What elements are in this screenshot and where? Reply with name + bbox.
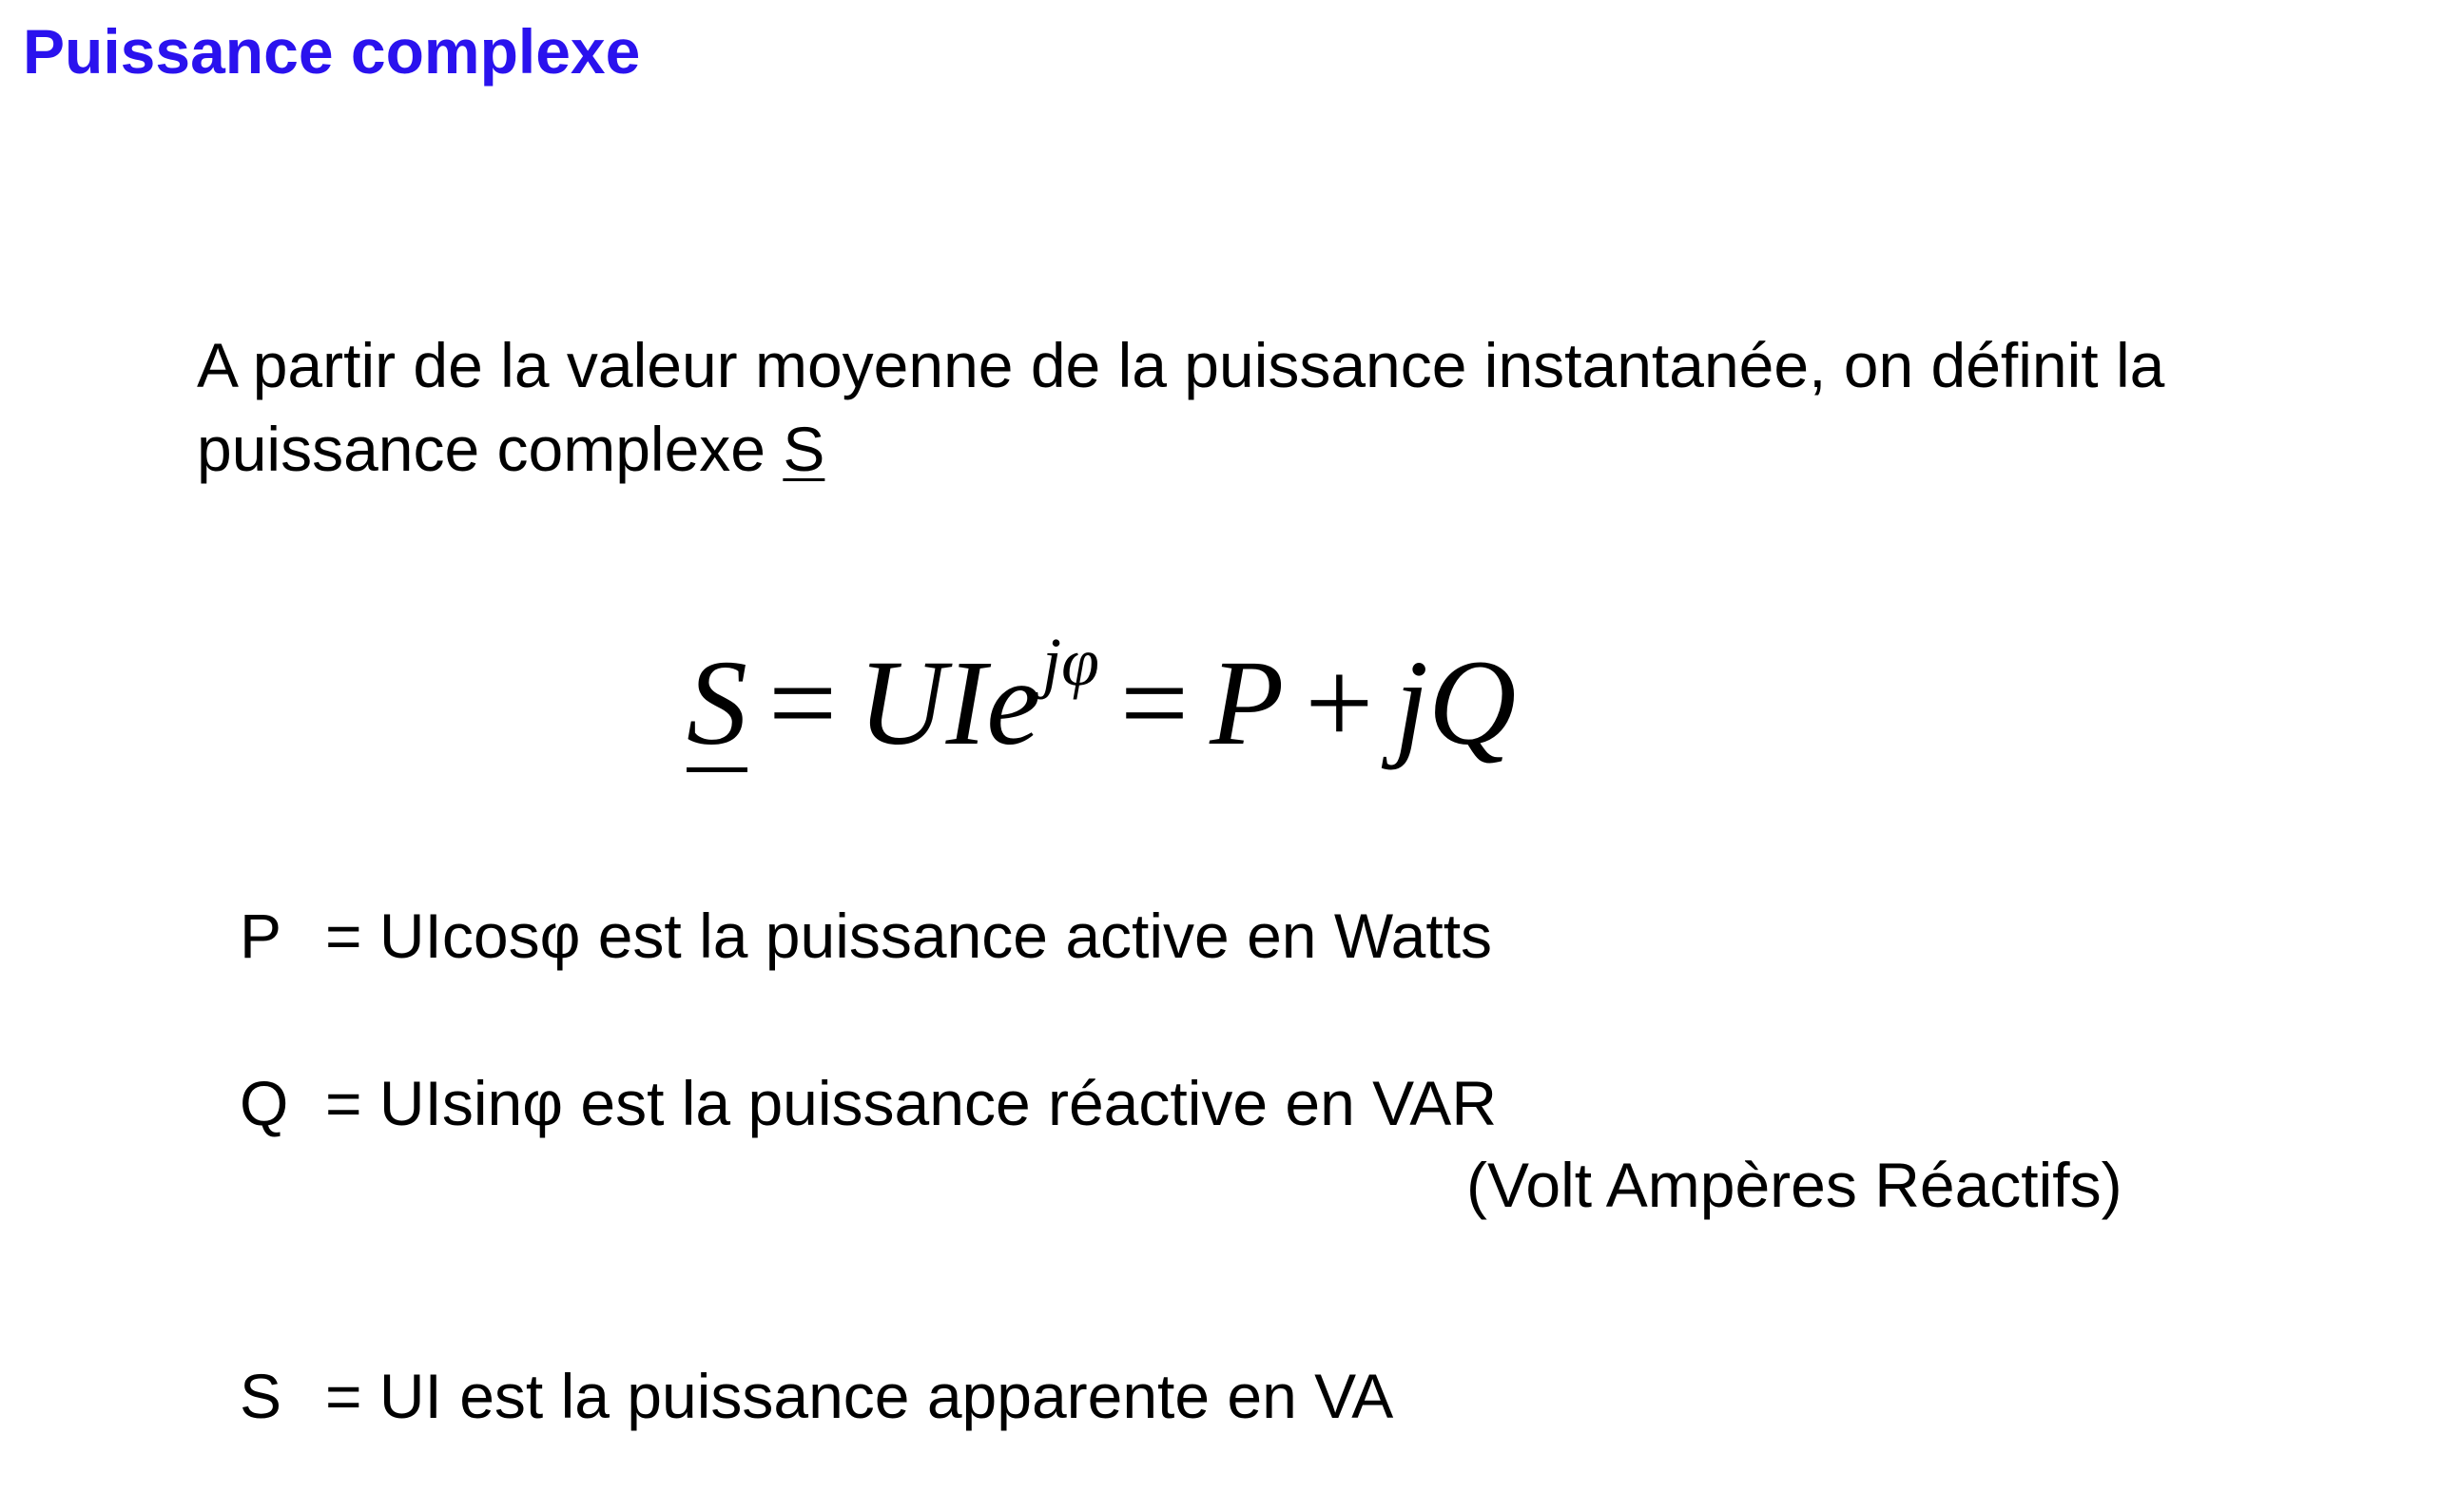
complex-power-formula xyxy=(687,624,1517,772)
formula-lhs: S xyxy=(687,635,747,770)
intro-line-1: A partir de la valeur moyenne de la puissance instantanée, on définit la xyxy=(197,330,2165,400)
slide-title: Puissance complexe xyxy=(23,16,641,87)
definition-active-power xyxy=(240,900,1492,972)
definition-s-text: = UI est la puissance apparente en VA xyxy=(325,1361,1394,1431)
definition-p-symbol: P xyxy=(240,901,282,971)
formula-p: P xyxy=(1210,635,1285,770)
var-unit-note: (Volt Ampères Réactifs) xyxy=(1466,1150,2122,1220)
formula-middle: UIe xyxy=(858,635,1041,770)
formula-equals-1: = xyxy=(768,635,838,770)
complex-power-symbol: S xyxy=(783,414,825,484)
definition-apparent-power xyxy=(240,1360,1393,1432)
formula-plus: + xyxy=(1305,635,1374,770)
intro-paragraph xyxy=(197,323,2413,491)
formula-equals-2: = xyxy=(1119,635,1190,770)
definition-p-text: = UIcosφ est la puissance active en Watts xyxy=(325,901,1493,971)
formula-exponent: jφ xyxy=(1042,624,1099,700)
formula-jq: jQ xyxy=(1394,635,1517,770)
definition-q-symbol: Q xyxy=(240,1068,289,1138)
definition-reactive-power xyxy=(240,1067,1497,1139)
intro-line-2-text: puissance complexe xyxy=(197,414,784,484)
definition-q-text: = UIsinφ est la puissance réactive en VAR xyxy=(325,1068,1497,1138)
definition-s-symbol: S xyxy=(240,1361,282,1431)
intro-line-2 xyxy=(197,407,2413,491)
